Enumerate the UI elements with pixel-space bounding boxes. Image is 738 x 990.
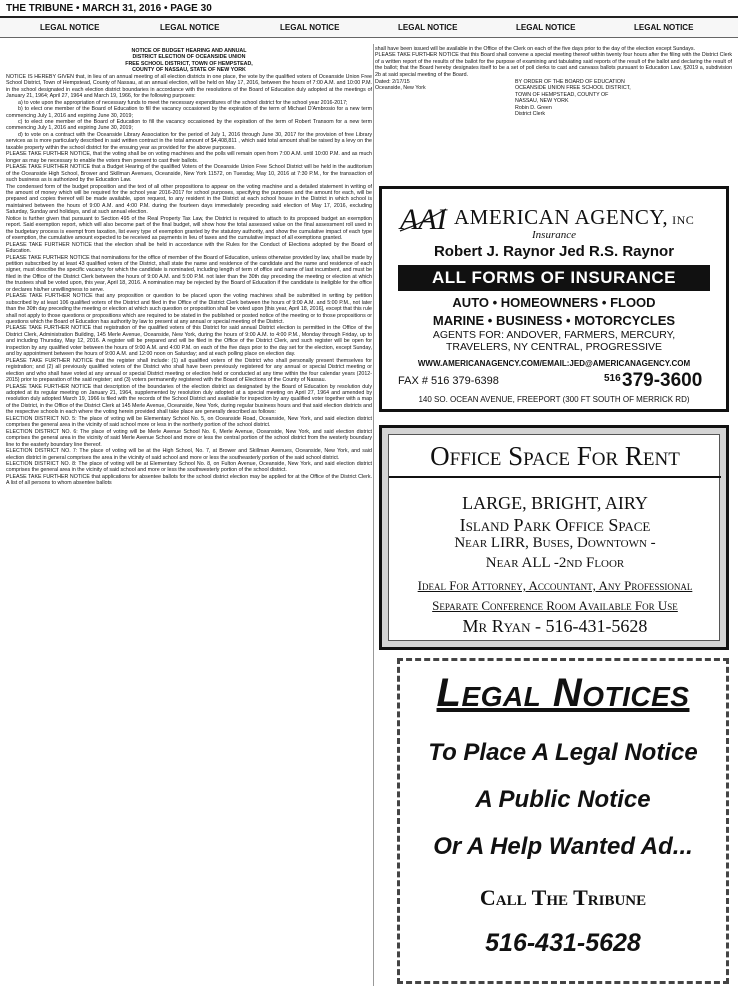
notice-dated: Dated: 2/17/15 Oceanside, New York (375, 79, 426, 92)
agency-website[interactable]: WWW.AMERICANAGENCY.COM/EMAIL:JED@AMERICANAGENCY.COM (417, 359, 691, 368)
office-ad-line: Separate Conference Room Available For Use (432, 598, 678, 613)
legal-ad-line: Or A Help Wanted Ad... (433, 833, 693, 860)
notice-paragraph: shall have been issued will be available in the Office of the Clerk on each of the five days prior to the day of the election except Sundays. (375, 46, 695, 52)
notice-item-b: b) to elect one member of the Board of Education to fill the vacancy occasioned by the expiration of the term of Michael D'Ambrosio for a new term commencing July 1, 2016 and expiring June 30, 2019; (6, 106, 372, 119)
office-ad-line: Island Park Office Space (459, 515, 651, 535)
election-district-7: ELECTION DISTRICT NO. 7: The place of voting will be at the High School, No. 7, at Brower and Skillman Avenues, Oceanside, New York, and said election district in general comprises the area in the vicinity of said school and more or less the southeasterly portion of the said school district. (6, 448, 372, 461)
agency-tagline: Insurance (532, 229, 576, 241)
office-ad-rule (389, 476, 721, 478)
legal-notice-label: LEGAL NOTICE (160, 23, 220, 32)
page-masthead: THE TRIBUNE • MARCH 31, 2016 • PAGE 30 (6, 3, 212, 14)
election-district-5: ELECTION DISTRICT NO. 5: The place of voting will be Elementary School No. 5, on Oceanside Road, Oceanside, New York, and said election district comprises the general area in the vicinity of said school more or less in the northerly portion of the school district. (6, 415, 372, 429)
agency-services-2: MARINE • BUSINESS • MOTORCYCLES (432, 313, 676, 328)
notice-item-c: c) to elect one member of the Board of Education to fill the vacancy occasioned by the expiration of the term of Robert Transom for a new term commencing July 1, 2016 and expiring June 30, 2019; (6, 118, 372, 132)
notice-continuation (375, 46, 732, 172)
notice-paragraph: PLEASE TAKE FURTHER NOTICE that any proposition or question to be placed upon the voting machines shall be submitted in writing by petition subscribed by at least 106 qualified voters of the District and filed in the Office of the District Clerk between the hours of 9:00 A.M. and 5:00 P.M., not later than the 30th day preceding the meeting or election at which such question or proposition shall be voted upon [this year, April 18, 2016], except that this rule shall not apply to those questions or propositions which are required to be stated in the published or posted notice of the meeting or to those propositions or questions which the Board of Education has authority by law to present at any annual or special meeting of the District. (6, 293, 372, 326)
agency-phone: 379-3600 (622, 370, 703, 391)
notice-title-line: COUNTY OF NASSAU, STATE OF NEW YORK (132, 67, 246, 74)
legal-notice-label: LEGAL NOTICE (398, 23, 458, 32)
aai-logo-text: AAI (400, 203, 447, 235)
office-ad-line: Ideal For Attorney, Accountant, Any Professional (417, 578, 693, 593)
election-district-6: ELECTION DISTRICT NO. 6: The place of voting will be Merle Avenue School No. 6, Merle Avenue, Oceanside, New York, and said election district comprises the general area in the vicinity of said Merle Avenue School and more or less the central portion of the school district from the westerly boundary line to the easterly boundary line thereof. (6, 428, 372, 448)
column-divider (373, 44, 374, 986)
agency-name (454, 205, 694, 230)
agency-people: Robert J. Raynor Jed R.S. Raynor (433, 243, 675, 260)
notice-title-line: DISTRICT ELECTION OF OCEANSIDE UNION (132, 54, 246, 61)
office-ad-line: LARGE, BRIGHT, AIRY (462, 493, 648, 513)
american-agency-ad (379, 186, 729, 412)
office-space-ad (379, 425, 729, 650)
agency-banner: ALL FORMS OF INSURANCE (398, 265, 710, 291)
agency-fax: FAX # 516 379-6398 (398, 375, 499, 387)
legal-notice-label: LEGAL NOTICE (516, 23, 576, 32)
notice-title-line: FREE SCHOOL DISTRICT, TOWN OF HEMPSTEAD, (125, 60, 253, 67)
office-ad-title: Office Space For Rent (430, 441, 680, 471)
agency-carriers-2: TRAVELERS, NY CENTRAL, PROGRESSIVE (445, 341, 663, 353)
election-district-8: ELECTION DISTRICT NO. 8: The place of voting will be at Elementary School No. 8, on Fulton Avenue, Oceanside, New York, and said election district comprises the general area in the vicinity of said school and more or less the southwesterly portion of the school district. (6, 461, 372, 474)
notice-paragraph: The condensed form of the budget proposition and the text of all other propositions to appear on the voting machine and a detailed statement in writing of the amount of money which will be required for the school year 2016-2017 for school purposes, specifying the purposes and the amount for each, will be prepared and copies thereof will be made available, upon request, to any resident in the District at each school house in the District in which school is maintained between the hours of 9:00 A.M. and 4:00 P.M. during the fourteen days immediately preceding said election of May 17, 2016, excluding Saturday, Sunday and holidays, and at such annual election. (6, 183, 372, 216)
legal-ad-call: Call The Tribune (479, 885, 647, 910)
agency-inc: INC (672, 213, 695, 227)
notice-paragraph: PLEASE TAKE FURTHER NOTICE that registration of the qualified voters of this District for said annual District election is permitted in the Office of the District Clerk, Administration Building, 145 Merle Avenue, Oceanside, New York, during the hours of 9:00 A.M. to 4:00 P.M., Monday through Friday, up to and including Thursday, May 12, 2016. A register will be prepared and will be filed in the Office of the District Clerk, and such register will be open for inspection by any qualified voter between the hours of 9:00 A.M. and 4:00 P.M. on each of the five days prior to the day set for the election, except Sunday, and by appointment between the hours of 9:00 A.M. and 12:00 noon on Saturday; and at each polling place on election day. (6, 325, 372, 358)
legal-notice-label: LEGAL NOTICE (280, 23, 340, 32)
office-ad-line: Near ALL -2nd Floor (485, 555, 625, 571)
notice-paragraph: PLEASE TAKE FURTHER NOTICE, that the voting shall be on voting machines and the polls will remain open from 7:00 A.M. until 10:00 P.M. and as much longer as may be necessary to enable the voters then present to cast their ballots. (6, 151, 372, 164)
notice-paragraph: PLEASE TAKE FURTHER NOTICE that the register shall include: (1) all qualified voters of the District who shall personally present themselves for registration; and (2) all previously qualified voters of the District who shall have been previously registered for any annual or special District meeting or election and who shall have voted at any annual or special District meeting or election held or conducted at any time within the four calendar years (2012-2015) prior to preparation of the said register; and (3) voters permanently registered with the Board of Elections of the County of Nassau. (6, 357, 372, 384)
notice-paragraph: PLEASE TAKE FURTHER NOTICE that a Budget Hearing of the qualified Voters of the Oceanside Union Free School District will be held in the auditorium of the Oceanside High School, Brower and Skillman Avenues, Oceanside, New York 11572, on Tuesday, May 10, 2016 at 7:30 P.M., for the transaction of such business as is authorized by the Education Law. (6, 164, 372, 184)
legal-ad-phone: 516-431-5628 (485, 929, 641, 957)
legal-notice-strip (0, 16, 738, 38)
office-ad-line: Near LIRR, Buses, Downtown - (454, 535, 656, 551)
notice-signature-block (375, 79, 732, 131)
office-ad-contact: Mr Ryan - 516-431-5628 (462, 616, 648, 636)
notice-paragraph: PLEASE TAKE FURTHER NOTICE that the election shall be held in accordance with the Rules for the Conduct of Elections adopted by the Board of Education. (6, 241, 372, 255)
office-space-ad-inner (388, 434, 720, 641)
agency-phone-area: 516 (604, 373, 621, 384)
legal-notice-label: LEGAL NOTICE (40, 23, 100, 32)
legal-ad-line: A Public Notice (475, 786, 651, 813)
legal-ad-line: To Place A Legal Notice (428, 739, 698, 766)
notice-item-a: a) to vote upon the appropriation of necessary funds to meet the necessary expenditures of the school district for the school year 2016-2017; (18, 99, 348, 106)
legal-notices-ad (397, 658, 729, 984)
notice-paragraph: PLEASE TAKE FURTHER NOTICE that applications for absentee ballots for the school district election may be applied for at the Office of the District Clerk. A list of all persons to whom absentee ballots (6, 473, 372, 487)
notice-paragraph: PLEASE TAKE FURTHER NOTICE that description of the boundaries of the election district as designated by the Board of Education by resolution duly adopted at its regular meeting on January 21, 1964, supplemented by resolution duly adopted at a special meeting on April 27, 1964 and amended by resolution duly adopted March 19, 1966 is filed with the records of the School District and available for inspection by any qualified voter together with a map of the District, in the Office of the District Clerk at 145 Merle Avenue, Oceanside, New York, during regular business hours and that said election districts and the respective schools in each where the voting herein provided shall take place are generally described as follows: (6, 383, 372, 416)
notice-paragraph: NOTICE IS HEREBY GIVEN that, in lieu of an annual meeting of all election districts in one place, the vote by the qualified voters of Oceanside Union Free School District, Town of Hempstead, County of Nassau, at an annual election, will be held on May 17, 2016, between the hours of 7:00 A.M. and 10:00 P.M. in the school designated in each election district boundaries in accordance with the resolutions of the Board of Education duly adopted at the meetings of January 21, 1964; April 27, 1964 and March 19, 1966, for the following purposes: (6, 73, 372, 100)
agency-address: 140 SO. OCEAN AVENUE, FREEPORT (300 FT SOUTH OF MERRICK RD) (418, 395, 690, 404)
notice-paragraph: Notice is further given that pursuant to Section 495 of the Real Property Tax Law, the District is required to attach to its proposed budget an exemption report. Said exemption report, which will also become part of the final budget, will show how the total assessed value on the final assessment roll used in the budgetary process is exempt from taxation, list every type of exemption granted by the statutory authority, and show the cumulative impact of each type of exemption, the cumulative amount expected to be received as payments in lieu of taxes and the cumulative impact of all exemptions granted. (6, 215, 372, 242)
legal-notice-label: LEGAL NOTICE (634, 23, 694, 32)
agency-carriers-1: AGENTS FOR: ANDOVER, FARMERS, MERCURY, (432, 329, 676, 341)
legal-notices-heading: Legal Notices (436, 671, 690, 715)
agency-name-text: AMERICAN AGENCY, (454, 205, 669, 229)
notice-item-d: d) to vote on a contract with the Oceanside Library Association for the period of July 1, 2016 through June 30, 2017 for the provision of free Library services as is more particularly described in said written contract in the total amount of $4,408,811 , which said total amount shall be raised by a levy on the taxable property within the school district for the ensuing year as provided for the above purposes. (6, 131, 372, 151)
notice-signatory: BY ORDER OF THE BOARD OF EDUCATION OCEANSIDE UNION FREE SCHOOL DISTRICT, TOWN OF HEMPSTEAD, COUNTY OF NASSAU, NEW YORK Robin D. Green District Clerk (515, 79, 631, 118)
notice-title-line: NOTICE OF BUDGET HEARING AND ANNUAL (131, 48, 247, 54)
budget-hearing-notice (6, 48, 372, 984)
notice-paragraph: PLEASE TAKE FURTHER NOTICE that this Board shall convene a special meeting thereof within twenty four hours after the filing with the District Clerk of a written report of the results of the ballot for the purpose of examining and tabulating said reports of the result of the ballot and declaring the result of the ballot; that the Board hereby designates itself to be a set of poll clerks to cast and canvass ballots pursuant to Education Law, §2019 a, subdivision 2b at said special meeting of the Board. (375, 52, 732, 78)
agency-services-1: AUTO • HOMEOWNERS • FLOOD (452, 295, 656, 310)
notice-paragraph: PLEASE TAKE FURTHER NOTICE that nominations for the office of member of the Board of Education, unless otherwise provided by law, shall be made by petition subscribed by at least 43 qualified voters of the District, shall state the name and residence of the candidate and the name and residence of each signer, must describe the specific vacancy for which the candidate is nominated, including length of term of office and name of last incumbent, and must be filed in the Office of the District Clerk between the hours of 9:00 A.M. and 5:00 P.M. not later than the 30th day preceding the meeting or election at which the trustees shall be voted upon, this year, April 18, 2016. A nomination may be rejected by the Board of Education if the candidate is ineligible for the office or declares his/her unwillingness to serve. (6, 254, 372, 293)
